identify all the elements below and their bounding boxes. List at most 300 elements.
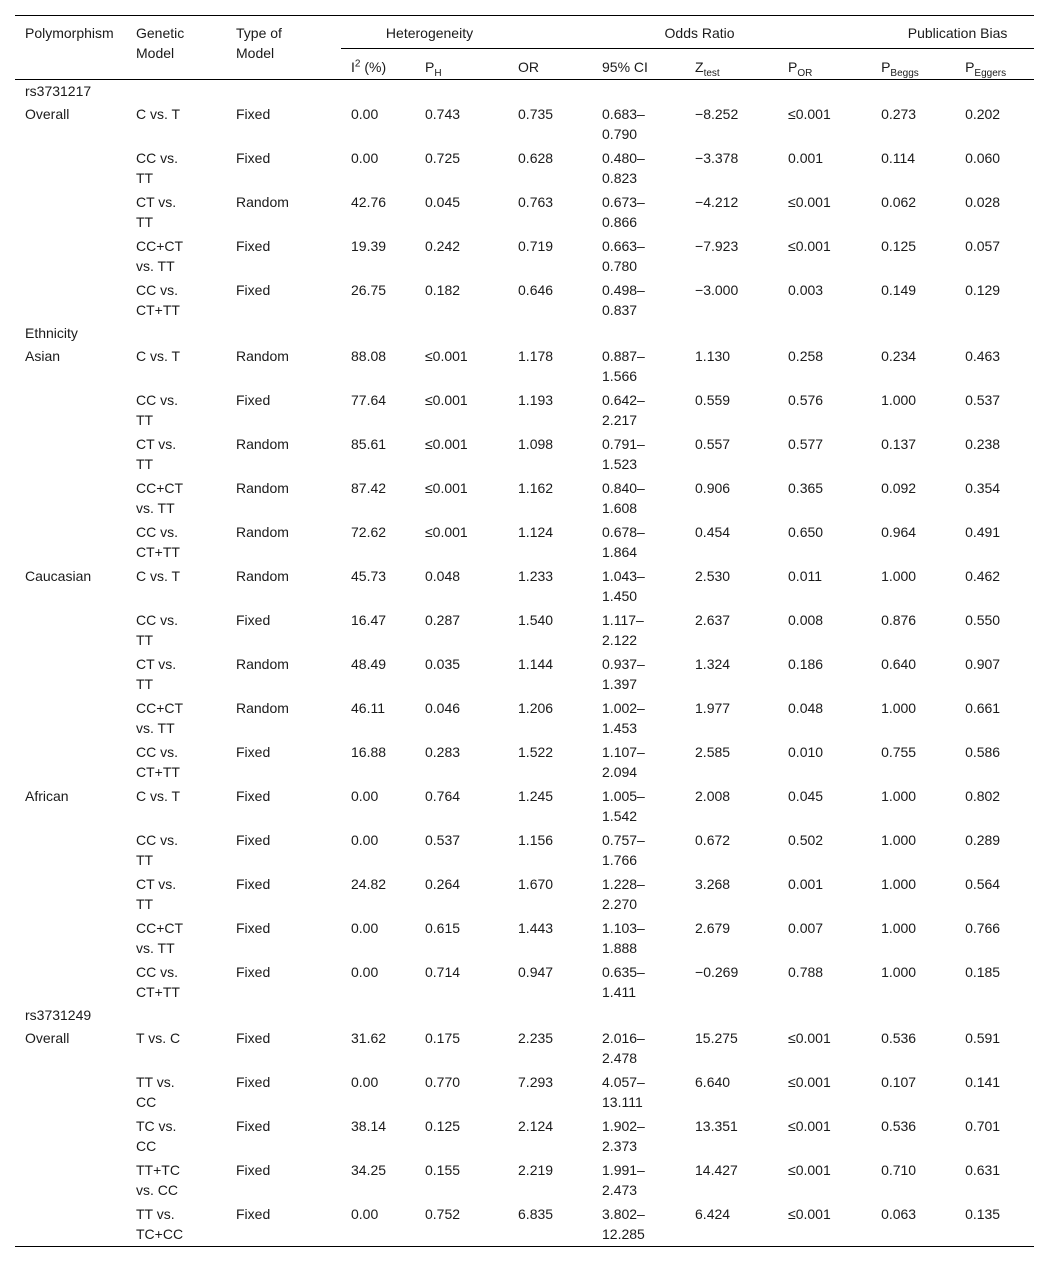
header-ph: $P_H$ — [425, 59, 442, 79]
table-row — [15, 696, 1034, 740]
model-type-cell: Random — [236, 480, 289, 496]
peggers-cell: 0.802 — [965, 788, 1001, 804]
pbeggs-cell: 0.063 — [881, 1206, 917, 1222]
or-cell: 6.835 — [518, 1206, 554, 1222]
ci-cell: 0.663– 0.780 — [602, 238, 645, 274]
or-cell: 1.124 — [518, 524, 554, 540]
ztest-cell: 2.530 — [695, 568, 731, 584]
pbeggs-cell: 0.149 — [881, 282, 917, 298]
peggers-cell: 0.591 — [965, 1030, 1001, 1046]
i2-cell: 77.64 — [351, 392, 387, 408]
ph-cell: 0.125 — [425, 1118, 461, 1134]
section-label: rs3731217 — [25, 83, 92, 99]
pbeggs-cell: 0.876 — [881, 612, 917, 628]
or-cell: 1.156 — [518, 832, 554, 848]
i2-cell: 0.00 — [351, 150, 379, 166]
or-cell: 0.628 — [518, 150, 554, 166]
ztest-cell: 2.008 — [695, 788, 731, 804]
ztest-cell: 0.906 — [695, 480, 731, 496]
row-label — [15, 828, 136, 872]
genetic-model-cell: C vs. T — [136, 788, 181, 804]
i2-cell: 72.62 — [351, 524, 387, 540]
table-row — [15, 608, 1034, 652]
pbeggs-cell: 0.234 — [881, 348, 917, 364]
i2-cell: 46.11 — [351, 700, 385, 716]
ztest-cell: −0.269 — [695, 964, 739, 980]
or-cell: 2.219 — [518, 1162, 554, 1178]
por-cell: 0.010 — [788, 744, 824, 760]
ztest-cell: −7.923 — [695, 238, 739, 254]
or-cell: 0.763 — [518, 194, 554, 210]
ci-cell: 1.228– 2.270 — [602, 876, 645, 912]
genetic-model-cell: CC vs. CT+TT — [136, 282, 180, 318]
ci-cell: 0.480– 0.823 — [602, 150, 645, 186]
ci-cell: 0.642– 2.217 — [602, 392, 645, 428]
por-cell: 0.788 — [788, 964, 824, 980]
or-cell: 1.670 — [518, 876, 554, 892]
model-type-cell: Fixed — [236, 744, 271, 760]
model-type-cell: Fixed — [236, 1162, 271, 1178]
header-ztest: $Z_{test}$ — [695, 59, 720, 79]
ci-cell: 1.991– 2.473 — [602, 1162, 645, 1198]
model-type-cell: Fixed — [236, 238, 271, 254]
peggers-cell: 0.057 — [965, 238, 1001, 254]
i2-cell: 34.25 — [351, 1162, 387, 1178]
ztest-cell: −8.252 — [695, 106, 739, 122]
ci-cell: 1.902– 2.373 — [602, 1118, 645, 1154]
ci-cell: 0.937– 1.397 — [602, 656, 645, 692]
header-genetic-model: Genetic Model — [136, 25, 185, 61]
genetic-model-cell: TC vs. CC — [136, 1118, 177, 1154]
model-type-cell: Fixed — [236, 282, 271, 298]
row-label — [15, 432, 136, 476]
table-row — [15, 1114, 1034, 1158]
i2-cell: 42.76 — [351, 194, 387, 210]
por-cell: 0.186 — [788, 656, 824, 672]
ci-cell: 4.057– 13.111 — [602, 1074, 645, 1110]
row-label — [15, 278, 136, 322]
ph-cell: 0.725 — [425, 150, 461, 166]
model-type-cell: Fixed — [236, 832, 271, 848]
ci-cell: 3.802– 12.285 — [602, 1206, 645, 1242]
or-cell: 1.098 — [518, 436, 554, 452]
peggers-cell: 0.661 — [965, 700, 1001, 716]
header-por: $P_{OR}$ — [788, 59, 813, 79]
model-type-cell: Random — [236, 568, 289, 584]
row-label: Overall — [25, 1030, 70, 1046]
pbeggs-cell: 0.092 — [881, 480, 917, 496]
ci-cell: 0.887– 1.566 — [602, 348, 645, 384]
peggers-cell: 0.354 — [965, 480, 1001, 496]
model-type-cell: Fixed — [236, 1118, 271, 1134]
por-cell: 0.001 — [788, 150, 824, 166]
row-label — [15, 872, 136, 916]
ci-cell: 0.840– 1.608 — [602, 480, 645, 516]
pbeggs-cell: 0.964 — [881, 524, 917, 540]
pbeggs-cell: 0.062 — [881, 194, 917, 210]
por-cell: 0.001 — [788, 876, 824, 892]
ztest-cell: −4.212 — [695, 194, 739, 210]
genetic-model-cell: CC vs. TT — [136, 150, 178, 186]
genetic-model-cell: TT vs. TC+CC — [136, 1206, 184, 1242]
ci-cell: 1.002– 1.453 — [602, 700, 645, 736]
table-row — [15, 740, 1034, 784]
ci-cell: 0.757– 1.766 — [602, 832, 645, 868]
table-row — [15, 278, 1034, 322]
peggers-cell: 0.586 — [965, 744, 1001, 760]
genetic-model-cell: CC vs. TT — [136, 392, 178, 428]
i2-cell: 38.14 — [351, 1118, 387, 1134]
row-label — [15, 1114, 136, 1158]
ztest-cell: 2.585 — [695, 744, 731, 760]
genetic-model-cell: C vs. T — [136, 348, 181, 364]
peggers-cell: 0.550 — [965, 612, 1001, 628]
genetic-model-cell: C vs. T — [136, 106, 181, 122]
row-label — [15, 1202, 136, 1247]
meta-analysis-table — [15, 15, 1034, 1247]
genetic-model-cell: CC vs. TT — [136, 612, 178, 648]
i2-cell: 45.73 — [351, 568, 387, 584]
row-label — [15, 696, 136, 740]
header-or: OR — [518, 59, 540, 75]
ztest-cell: −3.000 — [695, 282, 739, 298]
pbeggs-cell: 0.107 — [881, 1074, 917, 1090]
por-cell: ≤0.001 — [788, 1030, 831, 1046]
model-type-cell: Fixed — [236, 876, 271, 892]
peggers-cell: 0.701 — [965, 1118, 1001, 1134]
ph-cell: 0.752 — [425, 1206, 461, 1222]
genetic-model-cell: CC vs. CT+TT — [136, 744, 180, 780]
genetic-model-cell: TT+TC vs. CC — [136, 1162, 180, 1198]
ph-cell: 0.035 — [425, 656, 461, 672]
row-label — [15, 740, 136, 784]
peggers-cell: 0.462 — [965, 568, 1001, 584]
pbeggs-cell: 1.000 — [881, 964, 917, 980]
pbeggs-cell: 1.000 — [881, 788, 917, 804]
por-cell: ≤0.001 — [788, 1074, 831, 1090]
genetic-model-cell: CC+CT vs. TT — [136, 700, 184, 736]
header-ci: 95% CI — [602, 59, 648, 75]
pbeggs-cell: 1.000 — [881, 832, 917, 848]
table-row — [15, 146, 1034, 190]
peggers-cell: 0.766 — [965, 920, 1001, 936]
i2-cell: 0.00 — [351, 1206, 379, 1222]
pbeggs-cell: 0.710 — [881, 1162, 917, 1178]
pbeggs-cell: 1.000 — [881, 700, 917, 716]
ztest-cell: 6.640 — [695, 1074, 731, 1090]
pbeggs-cell: 0.640 — [881, 656, 917, 672]
por-cell: 0.008 — [788, 612, 824, 628]
pbeggs-cell: 0.536 — [881, 1030, 917, 1046]
row-label — [15, 960, 136, 1004]
row-label — [15, 476, 136, 520]
pbeggs-cell: 1.000 — [881, 876, 917, 892]
pbeggs-cell: 0.755 — [881, 744, 917, 760]
ztest-cell: 0.454 — [695, 524, 731, 540]
ci-cell: 0.673– 0.866 — [602, 194, 645, 230]
or-cell: 1.162 — [518, 480, 554, 496]
ph-cell: 0.182 — [425, 282, 461, 298]
por-cell: 0.502 — [788, 832, 824, 848]
table-row — [15, 520, 1034, 564]
table-row — [15, 916, 1034, 960]
genetic-model-cell: TT vs. CC — [136, 1074, 175, 1110]
model-type-cell: Fixed — [236, 392, 271, 408]
row-label — [15, 190, 136, 234]
or-cell: 7.293 — [518, 1074, 554, 1090]
ph-cell: 0.045 — [425, 194, 461, 210]
table-row — [15, 344, 1034, 388]
header-group-publication-bias: Publication Bias — [881, 16, 1034, 49]
model-type-cell: Fixed — [236, 612, 271, 628]
or-cell: 0.947 — [518, 964, 554, 980]
row-label — [15, 1070, 136, 1114]
genetic-model-cell: CT vs. TT — [136, 656, 177, 692]
header-group-odds-ratio: Odds Ratio — [518, 16, 881, 49]
row-label — [15, 608, 136, 652]
model-type-cell: Random — [236, 436, 289, 452]
ztest-cell: 2.637 — [695, 612, 731, 628]
model-type-cell: Random — [236, 194, 289, 210]
i2-cell: 19.39 — [351, 238, 387, 254]
genetic-model-cell: CT vs. TT — [136, 876, 177, 912]
row-label: Caucasian — [25, 568, 92, 584]
peggers-cell: 0.202 — [965, 106, 1001, 122]
row-label: African — [25, 788, 69, 804]
section-row — [15, 80, 1034, 103]
ci-cell: 0.678– 1.864 — [602, 524, 645, 560]
ph-cell: 0.714 — [425, 964, 461, 980]
row-label — [15, 1158, 136, 1202]
model-type-cell: Fixed — [236, 106, 271, 122]
genetic-model-cell: CT vs. TT — [136, 436, 177, 472]
ph-cell: 0.287 — [425, 612, 461, 628]
ph-cell: ≤0.001 — [425, 348, 468, 364]
ph-cell: 0.764 — [425, 788, 461, 804]
model-type-cell: Random — [236, 524, 289, 540]
peggers-cell: 0.564 — [965, 876, 1001, 892]
row-label — [15, 234, 136, 278]
or-cell: 2.124 — [518, 1118, 554, 1134]
table-row — [15, 1158, 1034, 1202]
ph-cell: ≤0.001 — [425, 436, 468, 452]
genetic-model-cell: C vs. T — [136, 568, 181, 584]
row-label — [15, 520, 136, 564]
or-cell: 1.443 — [518, 920, 554, 936]
ph-cell: 0.283 — [425, 744, 461, 760]
header-polymorphism: Polymorphism — [25, 25, 114, 41]
table-row — [15, 960, 1034, 1004]
pbeggs-cell: 0.114 — [881, 150, 916, 166]
por-cell: 0.650 — [788, 524, 824, 540]
por-cell: ≤0.001 — [788, 194, 831, 210]
header-pbeggs: $P_{Beggs}$ — [881, 59, 919, 79]
por-cell: 0.365 — [788, 480, 824, 496]
por-cell: ≤0.001 — [788, 238, 831, 254]
or-cell: 1.522 — [518, 744, 554, 760]
model-type-cell: Fixed — [236, 964, 271, 980]
ph-cell: 0.743 — [425, 106, 461, 122]
por-cell: 0.007 — [788, 920, 824, 936]
row-label: Asian — [25, 348, 61, 364]
peggers-cell: 0.491 — [965, 524, 1001, 540]
header-type-of-model: Type of Model — [236, 25, 282, 61]
or-cell: 1.233 — [518, 568, 554, 584]
peggers-cell: 0.289 — [965, 832, 1001, 848]
peggers-cell: 0.238 — [965, 436, 1001, 452]
peggers-cell: 0.141 — [965, 1074, 1001, 1090]
ci-cell: 1.043– 1.450 — [602, 568, 645, 604]
pbeggs-cell: 1.000 — [881, 920, 917, 936]
ph-cell: 0.242 — [425, 238, 461, 254]
pbeggs-cell: 1.000 — [881, 392, 917, 408]
ztest-cell: 0.672 — [695, 832, 731, 848]
por-cell: 0.045 — [788, 788, 824, 804]
header-row-groups — [15, 16, 1034, 49]
table-row — [15, 872, 1034, 916]
or-cell: 1.245 — [518, 788, 554, 804]
header-i2: $I^2$ (%) — [351, 58, 387, 75]
i2-cell: 26.75 — [351, 282, 387, 298]
pbeggs-cell: 0.125 — [881, 238, 917, 254]
peggers-cell: 0.129 — [965, 282, 1001, 298]
table-row — [15, 388, 1034, 432]
genetic-model-cell: CC vs. TT — [136, 832, 178, 868]
model-type-cell: Fixed — [236, 920, 271, 936]
genetic-model-cell: CT vs. TT — [136, 194, 177, 230]
table-body — [15, 80, 1034, 1247]
ztest-cell: 0.559 — [695, 392, 731, 408]
row-label — [15, 916, 136, 960]
ztest-cell: 2.679 — [695, 920, 731, 936]
row-label — [15, 146, 136, 190]
genetic-model-cell: CC+CT vs. TT — [136, 238, 184, 274]
table-row — [15, 190, 1034, 234]
por-cell: 0.011 — [788, 568, 823, 584]
model-type-cell: Fixed — [236, 1030, 271, 1046]
genetic-model-cell: T vs. C — [136, 1030, 181, 1046]
por-cell: 0.577 — [788, 436, 824, 452]
model-type-cell: Random — [236, 656, 289, 672]
ph-cell: ≤0.001 — [425, 392, 468, 408]
ztest-cell: −3.378 — [695, 150, 739, 166]
i2-cell: 85.61 — [351, 436, 387, 452]
table-row — [15, 1202, 1034, 1247]
or-cell: 1.206 — [518, 700, 554, 716]
table-row — [15, 476, 1034, 520]
i2-cell: 0.00 — [351, 1074, 379, 1090]
pbeggs-cell: 0.536 — [881, 1118, 917, 1134]
model-type-cell: Random — [236, 700, 289, 716]
ph-cell: 0.046 — [425, 700, 461, 716]
ph-cell: 0.155 — [425, 1162, 461, 1178]
or-cell: 1.178 — [518, 348, 554, 364]
i2-cell: 16.47 — [351, 612, 387, 628]
or-cell: 1.193 — [518, 392, 554, 408]
i2-cell: 0.00 — [351, 788, 379, 804]
ztest-cell: 1.324 — [695, 656, 731, 672]
por-cell: ≤0.001 — [788, 1118, 831, 1134]
peggers-cell: 0.631 — [965, 1162, 1001, 1178]
table-row — [15, 828, 1034, 872]
table-row — [15, 432, 1034, 476]
i2-cell: 87.42 — [351, 480, 387, 496]
ztest-cell: 14.427 — [695, 1162, 738, 1178]
table-row — [15, 1070, 1034, 1114]
section-label: Ethnicity — [25, 325, 78, 341]
por-cell: 0.003 — [788, 282, 824, 298]
table-row — [15, 564, 1034, 608]
ph-cell: ≤0.001 — [425, 524, 468, 540]
header-peggers: $P_{Eggers}$ — [965, 59, 1007, 79]
i2-cell: 0.00 — [351, 106, 379, 122]
genetic-model-cell: CC vs. CT+TT — [136, 964, 180, 1000]
model-type-cell: Fixed — [236, 1074, 271, 1090]
genetic-model-cell: CC+CT vs. TT — [136, 480, 184, 516]
ztest-cell: 13.351 — [695, 1118, 738, 1134]
peggers-cell: 0.028 — [965, 194, 1001, 210]
ci-cell: 1.005– 1.542 — [602, 788, 645, 824]
ph-cell: 0.048 — [425, 568, 461, 584]
ci-cell: 0.635– 1.411 — [602, 964, 645, 1000]
ztest-cell: 1.130 — [695, 348, 731, 364]
por-cell: ≤0.001 — [788, 106, 831, 122]
ph-cell: 0.264 — [425, 876, 461, 892]
genetic-model-cell: CC vs. CT+TT — [136, 524, 180, 560]
i2-cell: 31.62 — [351, 1030, 387, 1046]
ph-cell: 0.615 — [425, 920, 461, 936]
table-row — [15, 652, 1034, 696]
peggers-cell: 0.185 — [965, 964, 1001, 980]
model-type-cell: Fixed — [236, 150, 271, 166]
model-type-cell: Fixed — [236, 1206, 271, 1222]
table-row — [15, 234, 1034, 278]
ztest-cell: 0.557 — [695, 436, 731, 452]
i2-cell: 48.49 — [351, 656, 387, 672]
peggers-cell: 0.907 — [965, 656, 1001, 672]
i2-cell: 0.00 — [351, 920, 379, 936]
ztest-cell: 15.275 — [695, 1030, 738, 1046]
or-cell: 0.719 — [518, 238, 554, 254]
por-cell: 0.048 — [788, 700, 824, 716]
genetic-model-cell: CC+CT vs. TT — [136, 920, 184, 956]
i2-cell: 24.82 — [351, 876, 387, 892]
row-label: Overall — [25, 106, 70, 122]
table-row — [15, 102, 1034, 146]
header-group-heterogeneity: Heterogeneity — [341, 16, 518, 49]
por-cell: 0.576 — [788, 392, 824, 408]
por-cell: ≤0.001 — [788, 1162, 831, 1178]
or-cell: 0.735 — [518, 106, 554, 122]
ztest-cell: 6.424 — [695, 1206, 731, 1222]
table-row — [15, 1026, 1034, 1070]
peggers-cell: 0.537 — [965, 392, 1001, 408]
model-type-cell: Fixed — [236, 788, 271, 804]
por-cell: ≤0.001 — [788, 1206, 831, 1222]
row-label — [15, 388, 136, 432]
ci-cell: 1.107– 2.094 — [602, 744, 645, 780]
table-row — [15, 784, 1034, 828]
ci-cell: 0.791– 1.523 — [602, 436, 645, 472]
ci-cell: 1.117– 2.122 — [602, 612, 644, 648]
ci-cell: 0.683– 0.790 — [602, 106, 645, 142]
peggers-cell: 0.463 — [965, 348, 1001, 364]
i2-cell: 0.00 — [351, 964, 379, 980]
row-label — [15, 652, 136, 696]
or-cell: 0.646 — [518, 282, 554, 298]
section-row — [15, 1004, 1034, 1026]
model-type-cell: Random — [236, 348, 289, 364]
